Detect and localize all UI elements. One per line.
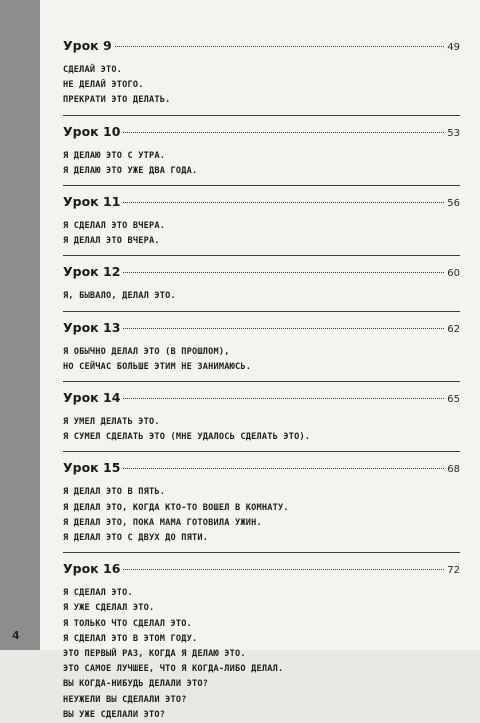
phrase-item: Я СДЕЛАЛ ЭТО В ЭТОМ ГОДУ.	[63, 633, 198, 644]
dot-leader	[123, 272, 444, 273]
lesson-page-number: 62	[447, 323, 460, 335]
lesson-phrases	[63, 345, 460, 375]
section-divider	[63, 552, 460, 553]
dot-leader	[123, 468, 444, 469]
phrase-item: СДЕЛАЙ ЭТО.	[63, 65, 123, 75]
dot-leader	[123, 569, 444, 570]
lesson-phrases	[63, 485, 460, 546]
lesson-phrases	[63, 289, 460, 304]
toc-entry	[63, 194, 460, 256]
toc-entry	[63, 320, 460, 382]
phrase-item: Я УМЕЛ ДЕЛАТЬ ЭТО.	[63, 417, 160, 428]
dot-leader	[123, 132, 444, 133]
lesson-phrases	[63, 586, 460, 723]
phrase-item: Я ДЕЛАЛ ЭТО С ДВУХ ДО ПЯТИ.	[63, 533, 209, 544]
section-divider	[63, 115, 460, 116]
lesson-title: Урок 13	[63, 319, 121, 335]
phrase-item: Я ДЕЛАЮ ЭТО С УТРА.	[63, 150, 166, 161]
dot-leader	[123, 328, 444, 329]
phrase-item: НО СЕЙЧАС БОЛЬШЕ ЭТИМ НЕ ЗАНИМАЮСЬ.	[63, 361, 252, 372]
lesson-phrases	[63, 219, 460, 249]
toc-entry	[63, 124, 460, 186]
toc-entry	[63, 390, 460, 452]
lesson-page-number: 68	[447, 464, 460, 476]
phrase-item: Я ДЕЛАЛ ЭТО, ПОКА МАМА ГОТОВИЛА УЖИН.	[63, 517, 262, 528]
toc-entry-header	[63, 264, 460, 282]
lesson-page-number: 56	[447, 198, 460, 210]
phrase-item: Я СУМЕЛ СДЕЛАТЬ ЭТО (МНЕ УДАЛОСЬ СДЕЛАТЬ ЭТО).	[63, 432, 311, 443]
phrase-item: Я УЖЕ СДЕЛАЛ ЭТО.	[63, 603, 155, 614]
phrase-item: ЭТО САМОЕ ЛУЧШЕЕ, ЧТО Я КОГДА-ЛИБО ДЕЛАЛ.	[63, 664, 284, 675]
phrase-item: ВЫ КОГДА-НИБУДЬ ДЕЛАЛИ ЭТО?	[63, 679, 209, 690]
lesson-page-number: 72	[447, 565, 460, 577]
toc-entry-header	[63, 124, 460, 142]
phrase-item: Я ОБЫЧНО ДЕЛАЛ ЭТО (В ПРОШЛОМ),	[63, 346, 230, 357]
phrase-item: Я ДЕЛАЮ ЭТО УЖЕ ДВА ГОДА.	[63, 165, 198, 176]
lesson-title: Урок 14	[63, 390, 121, 406]
toc-entry	[63, 460, 460, 553]
toc-entry-header	[63, 390, 460, 408]
lesson-title: Урок 12	[63, 264, 121, 280]
lesson-title: Урок 16	[63, 561, 121, 577]
table-of-contents	[63, 38, 460, 723]
toc-entry	[63, 264, 460, 311]
lesson-phrases	[63, 415, 460, 445]
toc-entry-header	[63, 460, 460, 478]
toc-entry-header	[63, 38, 460, 56]
page-number: 4	[12, 629, 20, 642]
phrase-item: ВЫ УЖЕ СДЕЛАЛИ ЭТО?	[63, 709, 166, 720]
toc-entry	[63, 38, 460, 116]
dot-leader	[123, 202, 444, 203]
section-divider	[63, 311, 460, 312]
lesson-title: Урок 10	[63, 123, 121, 139]
phrase-item: Я СДЕЛАЛ ЭТО.	[63, 588, 133, 599]
lesson-title: Урок 9	[63, 38, 112, 53]
section-divider	[63, 185, 460, 186]
toc-entry	[63, 561, 460, 723]
lesson-page-number: 60	[447, 268, 460, 280]
toc-entry-header	[63, 320, 460, 338]
phrase-item: Я ДЕЛАЛ ЭТО ВЧЕРА.	[63, 236, 160, 247]
dot-leader	[123, 398, 444, 399]
lesson-phrases	[63, 149, 460, 179]
phrase-item: НЕ ДЕЛАЙ ЭТОГО.	[63, 80, 144, 91]
lesson-phrases	[63, 63, 460, 109]
lesson-title: Урок 15	[63, 460, 121, 476]
phrase-item: Я ДЕЛАЛ ЭТО, КОГДА КТО-ТО ВОШЕЛ В КОМНАТУ.	[63, 502, 289, 513]
lesson-page-number: 49	[447, 42, 460, 53]
phrase-item: Я ДЕЛАЛ ЭТО В ПЯТЬ.	[63, 487, 166, 498]
lesson-page-number: 53	[447, 127, 460, 139]
lesson-page-number: 65	[447, 394, 460, 406]
dot-leader	[115, 46, 445, 47]
toc-entry-header	[63, 194, 460, 212]
lesson-title: Урок 11	[63, 194, 121, 210]
margin-strip	[0, 0, 40, 650]
phrase-item: Я ТОЛЬКО ЧТО СДЕЛАЛ ЭТО.	[63, 618, 192, 629]
section-divider	[63, 451, 460, 452]
phrase-item: НЕУЖЕЛИ ВЫ СДЕЛАЛИ ЭТО?	[63, 694, 187, 705]
section-divider	[63, 381, 460, 382]
section-divider	[63, 255, 460, 256]
phrase-item: Я СДЕЛАЛ ЭТО ВЧЕРА.	[63, 221, 166, 232]
phrase-item: ЭТО ПЕРВЫЙ РАЗ, КОГДА Я ДЕЛАЮ ЭТО.	[63, 649, 246, 660]
phrase-item: Я, БЫВАЛО, ДЕЛАЛ ЭТО.	[63, 291, 176, 302]
toc-entry-header	[63, 561, 460, 579]
phrase-item: ПРЕКРАТИ ЭТО ДЕЛАТЬ.	[63, 95, 171, 106]
